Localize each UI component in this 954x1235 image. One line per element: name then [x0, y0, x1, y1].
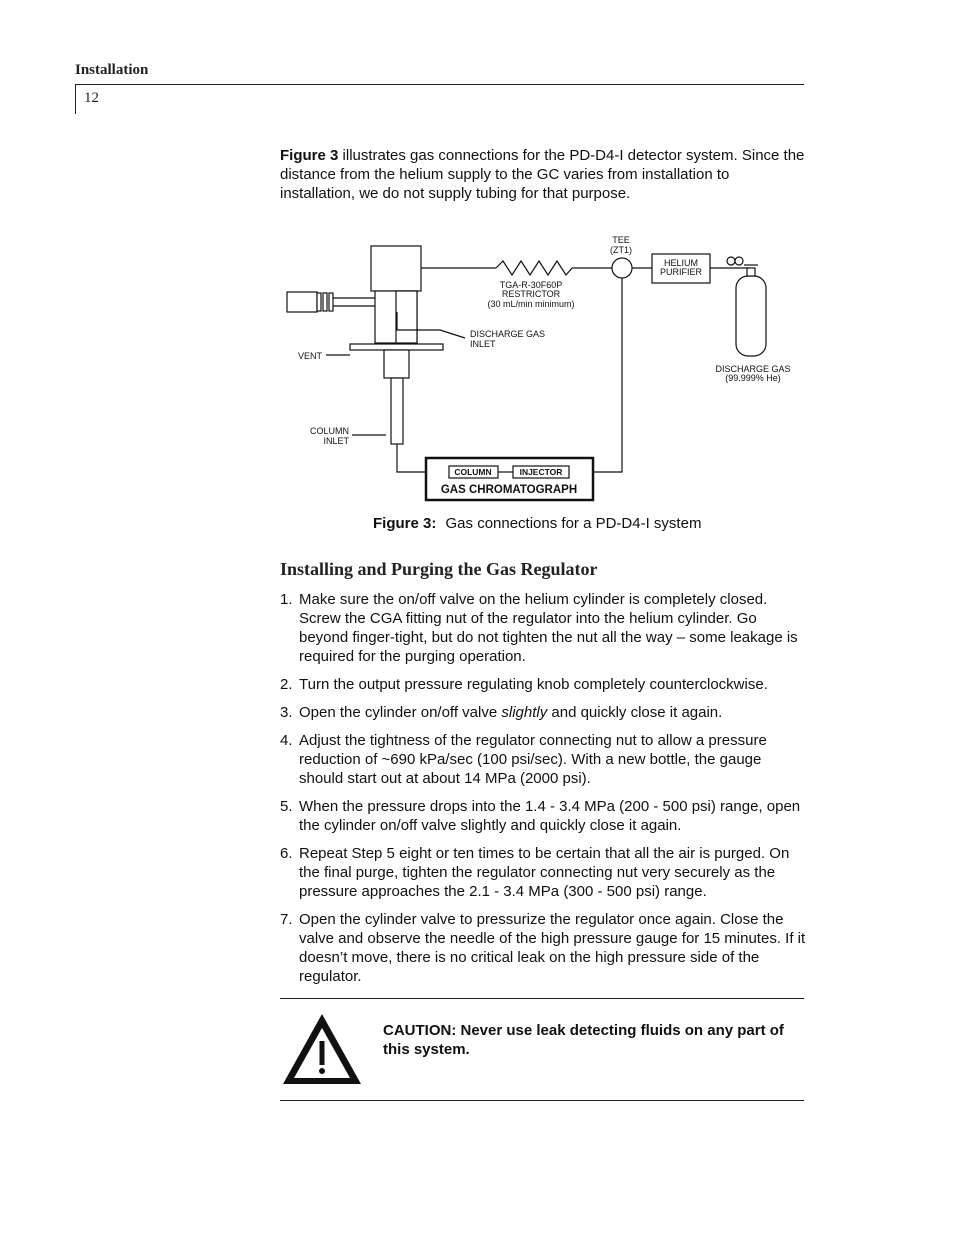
step-number: 5.	[280, 798, 293, 815]
column-inlet-label-1: COLUMN	[309, 426, 349, 436]
detector-top-block	[371, 246, 421, 291]
gc-injector-label: INJECTOR	[519, 467, 563, 477]
step-number: 4.	[280, 732, 293, 749]
discharge-inlet-label-1: DISCHARGE GAS	[470, 329, 546, 339]
figure-caption	[373, 515, 701, 532]
gc-column-label: COLUMN	[454, 467, 492, 477]
warning-triangle-icon	[280, 1011, 364, 1087]
step-text-emphasis: slightly	[501, 704, 548, 721]
step-number: 6.	[280, 845, 293, 862]
step-item	[280, 675, 806, 694]
restrictor-zigzag	[496, 261, 572, 275]
intro-text: illustrates gas connections for the PD-D4-I detector system. Since the distance from the helium supply to the GC varies from installation to installation, we do not supply tubing for that purpose.	[280, 147, 805, 202]
helium-cylinder	[736, 276, 766, 356]
column-inlet-label-2: INLET	[323, 436, 349, 446]
restrictor-label-3: (30 mL/min minimum)	[487, 299, 575, 309]
step-item	[280, 703, 806, 722]
discharge-gas-label-1: DISCHARGE GAS	[715, 364, 791, 374]
step-number: 2.	[280, 676, 293, 693]
side-connector	[287, 292, 317, 312]
running-head: Installation	[75, 62, 149, 78]
caption-label: Figure 3:	[373, 515, 437, 532]
procedure-steps	[280, 590, 806, 995]
section-title: Installing and Purging the Gas Regulator	[280, 559, 598, 579]
step-number: 1.	[280, 591, 293, 608]
caution-top-rule	[280, 998, 804, 999]
tee-id-label: (ZT1)	[610, 245, 632, 255]
cylinder-gauge-left	[727, 257, 735, 265]
step-text-before: Open the cylinder on/off valve	[299, 704, 502, 721]
caption-text: Gas connections for a PD-D4-I system	[445, 515, 702, 532]
tee-label: TEE	[612, 235, 630, 245]
step-number: 3.	[280, 704, 293, 721]
caution-bottom-rule	[280, 1100, 804, 1101]
tee-fitting	[612, 258, 632, 278]
step-text: When the pressure drops into the 1.4 - 3.4 MPa (200 - 500 psi) range, open the cylinder on/off valve slightly and quickly close it again.	[299, 798, 801, 834]
figure-reference: Figure 3	[280, 147, 339, 164]
purifier-label-2: PURIFIER	[659, 267, 703, 277]
step-item	[280, 590, 806, 666]
detector-flange	[350, 344, 443, 350]
vent-label: VENT	[298, 351, 323, 361]
detector-lower-block	[384, 350, 409, 378]
step-text: Make sure the on/off valve on the helium cylinder is completely closed. Screw the CGA fitting nut of the regulator into the helium cylinder. Go beyond finger-tight, but do not tighten the nut all the way – some leakage is required for the purging operation.	[299, 591, 798, 665]
restrictor-label-2: RESTRICTOR	[501, 289, 561, 299]
step-item	[280, 797, 806, 835]
step-text: Open the cylinder valve to pressurize the regulator once again. Close the valve and observe the needle of the high pressure gauge for 15 minutes. If it doesn’t move, there is no critical leak on the high pressure side of the regulator.	[299, 911, 806, 985]
step-item	[280, 910, 806, 986]
column-tube	[391, 378, 403, 444]
step-number: 7.	[280, 911, 293, 928]
discharge-inlet-label-2: INLET	[470, 339, 496, 349]
detector-inner-tube	[396, 291, 417, 343]
step-text: Repeat Step 5 eight or ten times to be certain that all the air is purged. On the final purge, tighten the regulator connecting nut very securely as the pressure approaches the 2.1 - 3.4 MPa (300 - 500 psi) range.	[299, 845, 790, 900]
step-text: Adjust the tightness of the regulator connecting nut to allow a pressure reduction of ~690 kPa/sec (100 psi/sec). With a new bottle, the gauge should start out at about 14 MPa (2000 psi).	[299, 732, 767, 787]
restrictor-label-1: TGA-R-30F60P	[499, 280, 563, 290]
gc-title-label: GAS CHROMATOGRAPH	[440, 484, 578, 496]
step-item	[280, 731, 806, 788]
step-text-after: and quickly close it again.	[547, 704, 723, 721]
step-text: Turn the output pressure regulating knob completely counterclockwise.	[299, 676, 768, 693]
caution-text: CAUTION: Never use leak detecting fluids on any part of this system.	[383, 1022, 784, 1058]
discharge-gas-label-2: (99.999% He)	[725, 373, 781, 383]
step-item	[280, 844, 806, 901]
cylinder-gauge-right	[735, 257, 743, 265]
purifier-label-1: HELIUM	[663, 258, 699, 268]
page-number: 12	[84, 90, 99, 106]
